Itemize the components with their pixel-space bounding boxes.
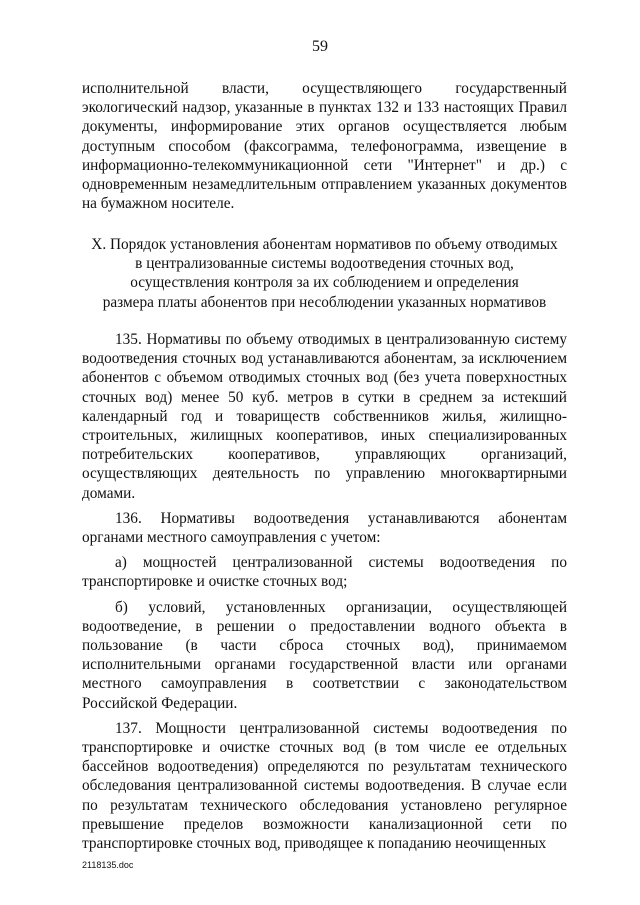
main-text-block — [82, 330, 567, 853]
section-heading-line-3: осуществления контроля за их соблюдением и определения — [130, 274, 519, 292]
page-number: 59 — [312, 38, 328, 55]
paragraph-137: 137. Мощности централизованной системы водоотведения по транспортировке и очистке сточных вод (в том числе ее отдельных бассейнов водоотведения) определяются по результатам технического обследования централизованной системы водоотведения. В случае если по результатам технического обследования установлено регулярное превышение пределов возможности канализационной сети по транспортировке сточных вод, приводящее к попаданию неочищенных — [82, 719, 567, 853]
paragraph-135: 135. Нормативы по объему отводимых в централизованную систему водоотведения сточных вод устанавливаются абонентам, за исключением абонентов с объемом отводимых сточных вод (без учета поверхностных сточных вод) менее 50 куб. метров в сутки в среднем за истекший календарный год и товариществ собственников жилья, жилищно-строительных, жилищных кооперативов, иных специализированных потребительских кооперативов, управляющих организаций, осуществляющих деятельность по управлению многоквартирными домами. — [82, 331, 567, 502]
paragraph-136-b: б) условий, установленных организации, осуществляющей водоотведение, в решении о предоставлении водного объекта в пользование (в части сброса сточных вод), принимаемом исполнительными органами государственной власти или органами местного самоуправления в соответствии с законодательством Российской Федерации. — [82, 598, 567, 712]
section-heading-line-1: X. Порядок установления абонентам нормативов по объему отводимых — [91, 236, 558, 253]
footer-filename: 2118135.doc — [82, 860, 134, 870]
section-heading-line-2: в централизованные системы водоотведения сточных вод, — [135, 255, 514, 273]
paragraph-136-a: а) мощностей централизованной системы водоотведения по транспортировке и очистке сточных вод; — [82, 554, 567, 591]
section-heading — [82, 235, 567, 312]
continuation-text-block — [82, 79, 567, 213]
continuation-paragraph: исполнительной власти, осуществляющего государственный экологический надзор, указанные в пунктах 132 и 133 настоящих Правил документы, информирование этих органов осуществляется любым доступным способом (факсограмма, телефонограмма, извещение в информационно-телекоммуникационной сети "Интернет" и др.) с одновременным незамедлительным отправлением указанных документов на бумажном носителе. — [82, 80, 567, 213]
section-heading-line-4: размера платы абонентов при несоблюдении указанных нормативов — [102, 293, 547, 311]
paragraph-136: 136. Нормативы водоотведения устанавливаются абонентам органами местного самоуправления с учетом: — [82, 509, 567, 547]
